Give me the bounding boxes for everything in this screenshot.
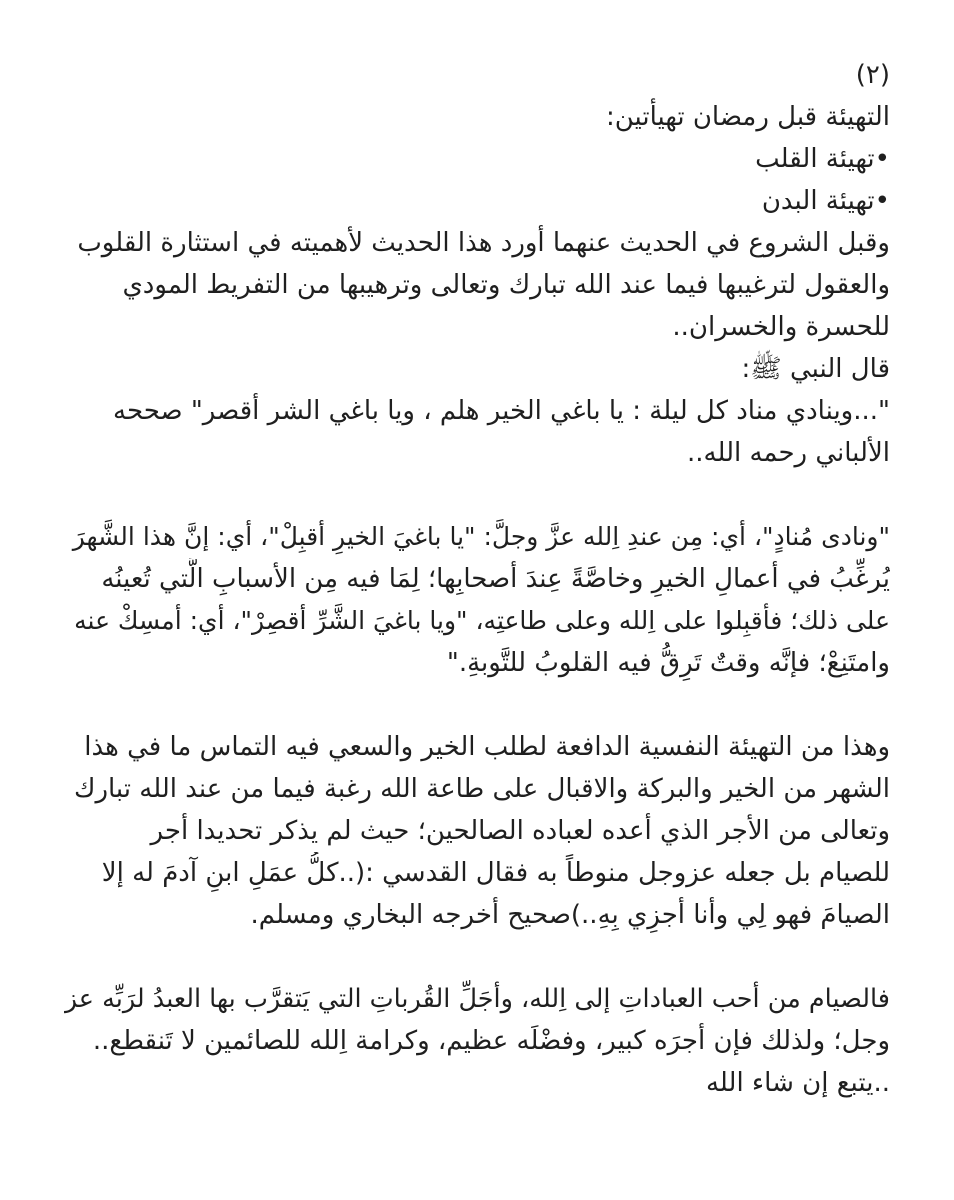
closing-line: وجل؛ ولذلك فإن أجرَه كبير، وفضْلَه عظيم، وكرامة اِلله للصائمين لا تَنقطع..	[92, 1026, 890, 1056]
hadith-text-line: الألباني رحمه الله..	[687, 438, 890, 468]
preparation-line: وهذا من التهيئة النفسية الدافعة لطلب الخير والسعي فيه التماس ما في هذا	[84, 732, 890, 762]
preparation-section	[64, 726, 890, 936]
preparation-line: الصيامَ فهو لِي وأنا أجزِي بِهِ..)صحيح أخرجه البخاري ومسلم.	[250, 900, 890, 930]
hadith-text-line: "...وينادي مناد كل ليلة : يا باغي الخير هلم ، ويا باغي الشر أقصر" صححه	[113, 396, 890, 426]
paragraph-spacer	[64, 936, 890, 978]
bullet-heart-preparation: •تهيئة القلب	[755, 144, 890, 174]
explanation-line: يُرغِّبُ في أعمالِ الخيرِ وخاصَّةً عِندَ أصحابِها؛ لِمَا فيه مِن الأسبابِ الَّتي تُعينُه	[101, 564, 890, 594]
intro-heading: التهيئة قبل رمضان تهيأتين:	[605, 102, 890, 132]
closing-section	[64, 978, 890, 1104]
explanation-section	[64, 516, 890, 684]
explanation-line: وامتَنِعْ؛ فإنَّه وقتٌ تَرِقُّ فيه القلوبُ للتَّوبةِ."	[446, 648, 890, 678]
explanation-line: "ونادى مُنادٍ"، أي: مِن عندِ اِلله عزَّ وجلَّ: "يا باغيَ الخيرِ أقبِلْ"، أي: إنَّ هذا الشَّهرَ	[72, 522, 890, 551]
closing-line: فالصيام من أحب العباداتِ إلى اِلله، وأجَلِّ القُرباتِ التي يَتقرَّب بها العبدُ لرَبِّه عز	[64, 984, 890, 1014]
preparation-line: للصيام بل جعله عزوجل منوطاً به فقال القدسي :(..كلُّ عمَلِ ابنِ آدمَ له إلا	[101, 858, 890, 888]
explanation-line: على ذلك؛ فأقبِلوا على اِلله وعلى طاعتِه، "ويا باغيَ الشَّرِّ أقصِرْ"، أي: أمسِكْ عنه	[74, 606, 890, 635]
hadith-section	[64, 348, 890, 474]
intro-body-line: والعقول لترغيبها فيما عند الله تبارك وتعالى وترهيبها من التفريط المودي	[122, 270, 890, 300]
paragraph-spacer	[64, 474, 890, 516]
preparation-line: وتعالى من الأجر الذي أعده لعباده الصالحين؛ حيث لم يذكر تحديدا أجر	[150, 816, 890, 846]
paragraph-spacer	[64, 684, 890, 726]
intro-section	[64, 96, 890, 348]
hadith-intro: قال النبي ﷺ:	[741, 354, 890, 384]
preparation-line: الشهر من الخير والبركة والاقبال على طاعة الله رغبة فيما من عند الله تبارك	[74, 774, 890, 804]
intro-body-line: وقبل الشروع في الحديث عنهما أورد هذا الحديث لأهميته في استثارة القلوب	[77, 228, 890, 258]
section-number: (٢)	[855, 60, 890, 90]
intro-body-line: للحسرة والخسران..	[672, 312, 890, 342]
bullet-body-preparation: •تهيئة البدن	[761, 186, 890, 216]
to-be-continued: ..يتبع إن شاء الله	[705, 1068, 890, 1098]
